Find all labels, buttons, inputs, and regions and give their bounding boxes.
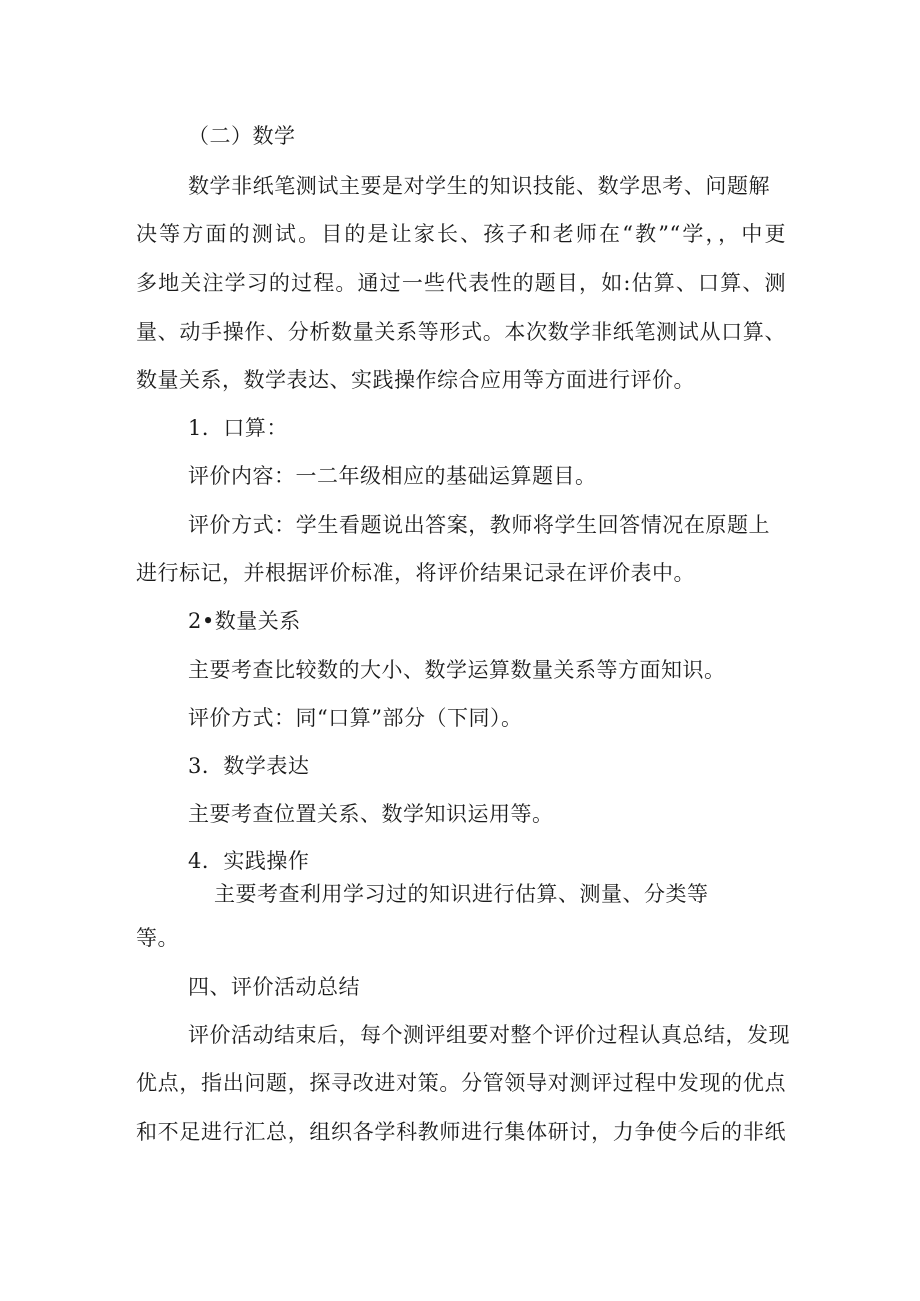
paragraph-line: 等。 [136,926,179,950]
item-heading-math-expression: 3．数学表达 [188,754,310,778]
item-heading-practice: 4．实践操作 [188,849,310,873]
paragraph-line: 评价方式：学生看题说出答案，教师将学生回答情况在原题上 [188,513,770,537]
paragraph-line: 和不足进行汇总，组织各学科教师进行集体研讨，力争使今后的非纸 [136,1120,786,1144]
item-content: 主要考查比较数的大小、数学运算数量关系等方面知识。 [188,658,726,682]
paragraph-line: 多地关注学习的过程。通过一些代表性的题目，如:估算、口算、测 [136,271,786,295]
item-content: 评价内容：一二年级相应的基础运算题目。 [188,464,597,488]
item-heading-quantity-relation: 2•数量关系 [188,609,301,633]
item-heading-oral-calc: 1．口算： [188,416,288,440]
paragraph-line: 量、动手操作、分析数量关系等形式。本次数学非纸笔测试从口算、 [136,320,786,344]
paragraph-line: 进行标记，并根据评价标准，将评价结果记录在评价表中。 [136,561,695,585]
paragraph-line: 评价活动结束后，每个测评组要对整个评价过程认真总结，发现 [188,1023,790,1047]
paragraph-line: 数量关系，数学表达、实践操作综合应用等方面进行评价。 [136,368,695,392]
paragraph-line: 决等方面的测试。目的是让家长、孩子和老师在“教”“学，，中更 [136,222,786,246]
section-heading-math: （二）数学 [188,124,296,148]
paragraph-line: 优点，指出问题，探寻改进对策。分管领导对测评过程中发现的优点 [136,1071,786,1095]
item-content: 主要考查位置关系、数学知识运用等。 [188,802,554,826]
paragraph-line: 主要考查利用学习过的知识进行估算、测量、分类等 [214,882,709,906]
item-method: 评价方式：同“口算”部分（下同）。 [188,706,523,730]
paragraph-line: 数学非纸笔测试主要是对学生的知识技能、数学思考、问题解 [188,174,770,198]
section-heading-summary: 四、评价活动总结 [188,975,360,999]
